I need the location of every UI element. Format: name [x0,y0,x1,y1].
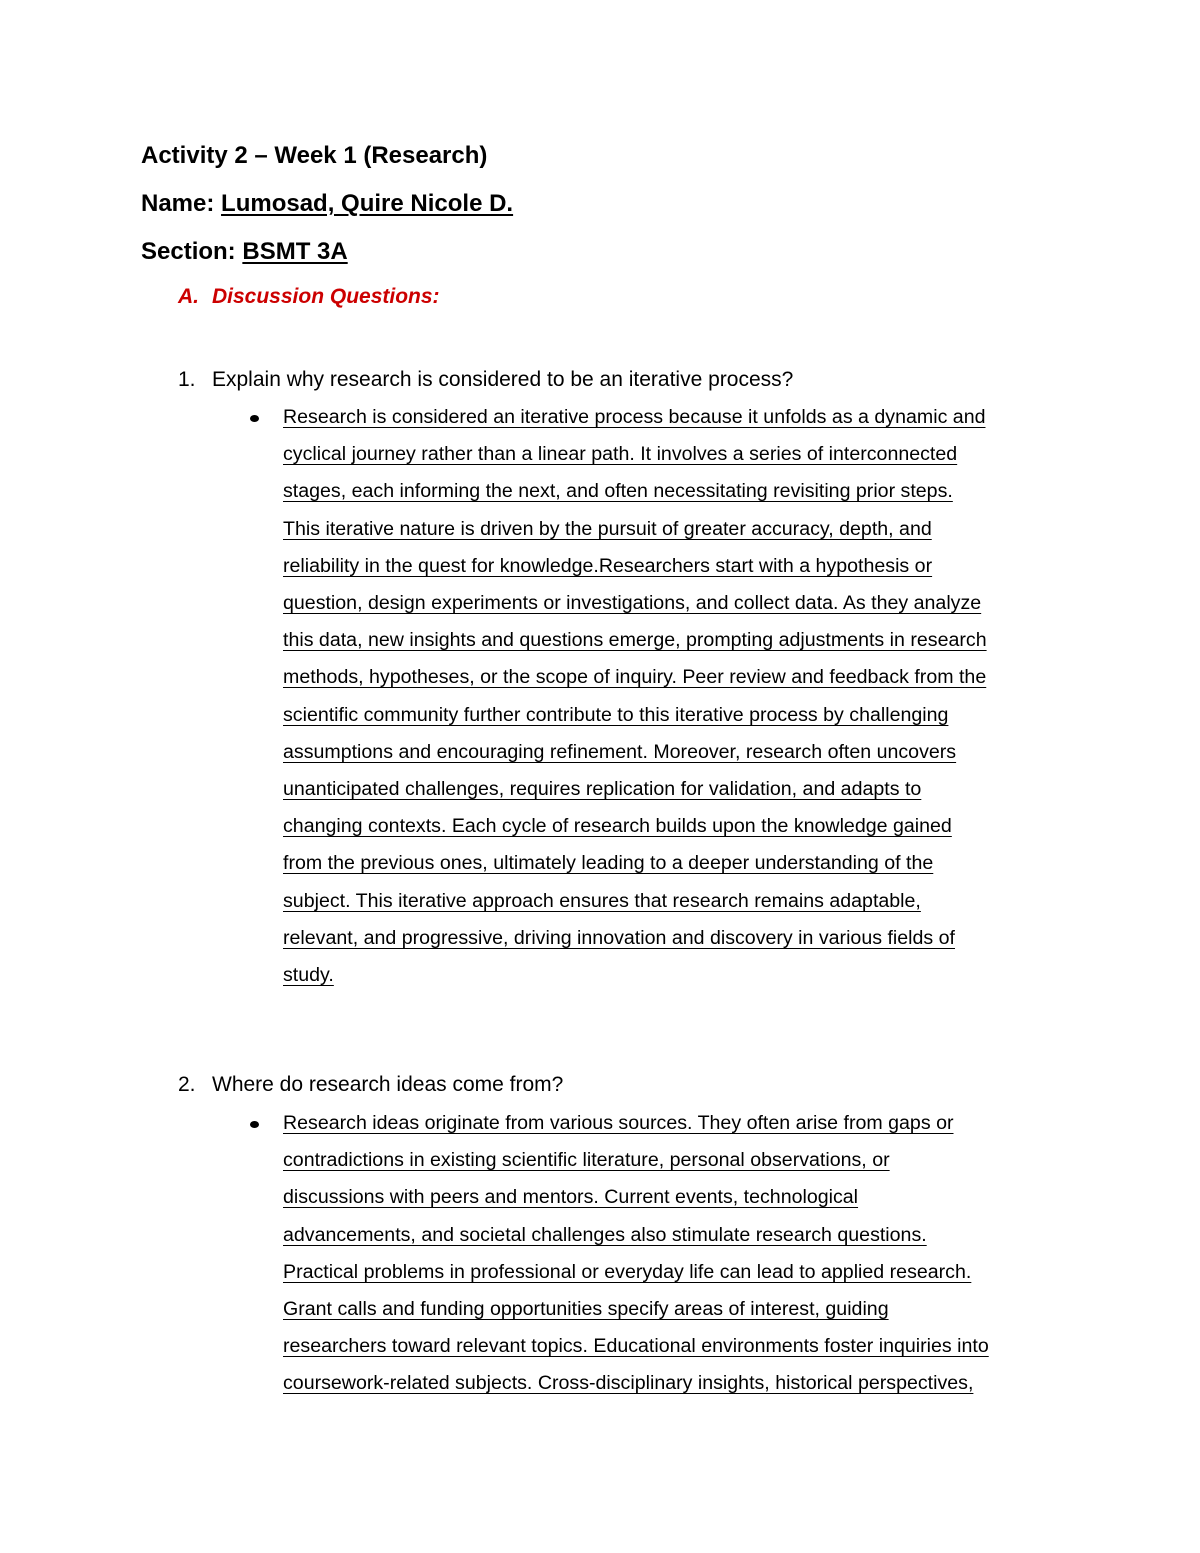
answer-1-line: from the previous ones, ultimately leading to a deeper understanding of the [283,852,934,875]
answer-2-line: contradictions in existing scientific literature, personal observations, or [283,1149,890,1172]
name-label: Name: [141,190,215,217]
question-1-number: 1. [178,368,196,391]
answer-2-line: coursework-related subjects. Cross-disciplinary insights, historical perspectives, [283,1372,974,1395]
answer-1-line: question, design experiments or investigations, and collect data. As they analyze [283,592,982,615]
answer-1-line: stages, each informing the next, and often necessitating revisiting prior steps. [283,480,953,503]
answer-2-line: discussions with peers and mentors. Current events, technological [283,1186,859,1209]
answer-1-line: This iterative nature is driven by the pursuit of greater accuracy, depth, and [283,517,932,540]
question-1-text: Explain why research is considered to be an iterative process? [212,368,794,391]
question-1 [178,366,793,394]
question-2 [178,1071,563,1099]
document-title [141,141,487,171]
bullet-icon [250,415,259,422]
answer-1-line: scientific community further contribute to this iterative process by challenging [283,703,949,726]
answer-1 [283,399,1073,994]
question-2-text: Where do research ideas come from? [212,1073,564,1096]
answer-1-line: Research is considered an iterative process because it unfolds as a dynamic and [283,406,986,428]
name-line [141,189,513,219]
question-2-number: 2. [178,1073,196,1096]
answer-1-line: assumptions and encouraging refinement. Moreover, research often uncovers [283,740,957,763]
answer-1-line: reliability in the quest for knowledge.Researchers start with a hypothesis or [283,554,933,577]
title-text: Activity 2 – Week 1 (Research) [141,142,488,169]
answer-2-line: Research ideas originate from various sources. They often arise from gaps or [283,1112,954,1134]
section-line [141,237,348,267]
discussion-letter: A. [178,285,199,308]
answer-1-line: this data, new insights and questions emerge, prompting adjustments in research [283,629,987,652]
answer-1-line: unanticipated challenges, requires replication for validation, and adapts to [283,778,922,801]
answer-1-line: changing contexts. Each cycle of research builds upon the knowledge gained [283,815,952,838]
answer-2-line: Practical problems in professional or everyday life can lead to applied research. [283,1260,972,1283]
discussion-heading [178,283,440,311]
answer-1-line: relevant, and progressive, driving innovation and discovery in various fields of [283,926,955,949]
section-value: BSMT 3A [242,238,348,265]
answer-1-line: cyclical journey rather than a linear path. It involves a series of interconnected [283,443,958,466]
answer-2-line: researchers toward relevant topics. Educational environments foster inquiries into [283,1335,989,1358]
answer-2-line: Grant calls and funding opportunities specify areas of interest, guiding [283,1298,889,1321]
section-label: Section: [141,238,236,265]
answer-1-line: methods, hypotheses, or the scope of inquiry. Peer review and feedback from the [283,666,987,689]
answer-1-line: study. [283,964,334,987]
bullet-icon [250,1121,259,1128]
answer-2-line: advancements, and societal challenges also stimulate research questions. [283,1223,927,1246]
name-value: Lumosad, Quire Nicole D. [221,190,514,217]
discussion-heading-text: Discussion Questions: [212,285,440,308]
answer-1-line: subject. This iterative approach ensures that research remains adaptable, [283,889,921,912]
answer-2 [283,1105,1073,1403]
